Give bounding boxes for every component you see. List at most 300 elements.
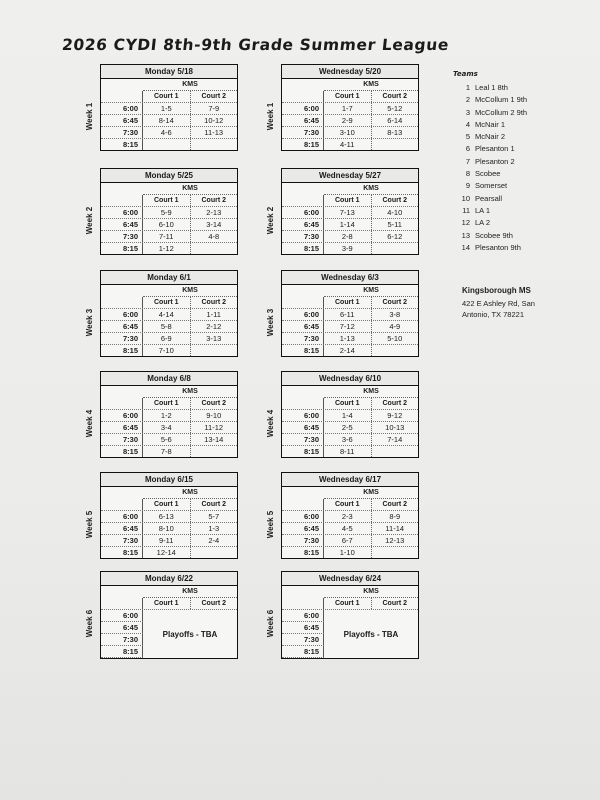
time-cell: 8:15 [282,243,324,254]
court-2-game: 7-9 [190,103,238,114]
schedule-body [101,103,237,150]
schedule-row [101,446,237,457]
time-cell: 8:15 [282,446,324,457]
schedule-body [101,410,237,457]
court-1-game: 7-8 [160,447,172,456]
week-label [84,494,96,554]
schedule-row [101,535,237,547]
court-2-game: 5-12 [371,103,419,114]
schedule-row [282,535,418,547]
court-header-row [282,398,418,410]
court-2-game: 4-9 [371,321,419,332]
team-item [453,230,583,242]
kms-label: KMS [143,586,237,598]
day-header: Monday 5/25 [101,169,237,183]
team-item [453,180,583,192]
time-cell: 6:00 [101,309,143,320]
time-spacer [101,499,143,510]
court-1-header: Court 1 [154,400,179,407]
schedule-row [101,207,237,219]
kms-label: KMS [143,487,237,499]
court-2-header: Court 2 [371,91,419,102]
schedule-row [101,333,237,345]
court-header-row [282,499,418,511]
time-cell: 6:00 [101,610,143,621]
court-1-game: 2-5 [341,423,353,432]
week-label [265,393,277,453]
court-1-game: 8-14 [158,116,174,125]
time-cell: 6:00 [101,103,143,114]
schedule-row [282,446,418,457]
schedule-table [281,571,419,659]
schedule-row [282,547,418,558]
court-2-game [371,345,419,356]
court-1-game: 5-9 [160,208,172,217]
time-cell: 6:45 [101,622,143,633]
time-cell: 6:45 [282,622,324,633]
court-1-game: 9-11 [159,536,174,545]
court-2-header: Court 2 [371,499,419,510]
court-2-game [190,139,238,150]
time-cell: 7:30 [101,231,143,242]
court-2-game: 9-10 [190,410,238,421]
time-cell: 6:00 [282,610,324,621]
schedule-row [282,127,418,139]
court-2-game: 5-10 [371,333,419,344]
week-label [84,593,96,653]
court-1-game: 1-12 [158,244,174,253]
team-number: 11 [462,205,470,215]
week-label-text: Week 6 [266,609,276,637]
court-2-header: Court 2 [371,195,419,206]
court-1-game: 12-14 [156,548,176,557]
schedule-body [101,610,237,658]
time-cell: 7:30 [101,127,143,138]
week-label-block [85,292,100,352]
time-cell: 6:45 [282,321,324,332]
team-item [453,82,583,94]
time-cell: 7:30 [282,333,324,344]
time-spacer [282,398,324,409]
court-1-header: Court 1 [335,400,360,407]
team-name: Plesanton 9th [475,242,521,252]
day-header: Wednesday 5/27 [282,169,418,183]
court-header-row [282,195,418,207]
day-header: Wednesday 6/3 [282,271,418,285]
week-label-text: Week 5 [85,510,95,538]
time-spacer [282,297,324,308]
week-label-block [266,292,281,352]
week-label-block [85,86,100,146]
time-spacer [282,195,324,206]
time-cell: 7:30 [101,333,143,344]
time-spacer [101,598,143,609]
time-cell: 6:45 [101,115,143,126]
schedule-table [100,270,238,357]
team-number: 9 [465,181,470,191]
week-label-text: Week 1 [266,102,276,130]
team-number: 12 [461,218,470,228]
schedule-row [101,127,237,139]
court-1-header: Court 1 [335,197,360,204]
schedule-row [101,422,237,434]
schedule-body [282,610,418,658]
court-2-game: 4-10 [371,207,419,218]
court-2-game: 11-13 [190,127,238,138]
week-label [265,593,277,653]
week-label-block [85,593,100,653]
time-spacer [101,195,143,206]
court-1-game: 6-9 [160,334,172,343]
team-name: Somerset [475,181,508,191]
team-number: 7 [465,156,470,166]
week-label-text: Week 3 [266,308,276,336]
team-item [453,205,583,217]
team-item [453,131,583,143]
court-2-header: Court 2 [371,598,419,609]
team-item [453,242,583,254]
court-2-game [190,547,238,558]
schedule-row [101,219,237,231]
court-2-header: Court 2 [190,598,238,609]
court-1-game: 8-11 [340,447,355,456]
week-label-text: Week 5 [266,510,276,538]
day-header: Monday 6/15 [101,473,237,487]
team-item [453,156,583,168]
week-label-block [266,494,281,554]
court-2-game: 6-14 [371,115,419,126]
court-2-header: Court 2 [371,297,419,308]
team-item [453,217,583,229]
time-cell: 6:00 [101,511,143,522]
schedule-body [282,103,418,150]
teams-heading: Teams [453,70,478,78]
day-header: Wednesday 6/10 [282,372,418,386]
court-1-game: 4-14 [158,310,174,319]
week-label [84,86,96,146]
schedule-row [282,321,418,333]
court-2-game: 8-9 [371,511,419,522]
team-number: 4 [465,119,470,129]
kms-label: KMS [324,183,418,195]
court-2-game [371,547,419,558]
time-cell: 6:45 [282,219,324,230]
court-2-game: 10-12 [190,115,238,126]
playoffs-label: Playoffs - TBA [324,610,418,658]
court-1-game: 1-10 [339,548,355,557]
schedule-table [281,371,419,458]
team-item [453,168,583,180]
teams-legend [453,70,583,254]
court-1-game: 6-10 [158,220,174,229]
court-2-game [190,345,238,356]
team-number: 10 [461,193,470,203]
court-header-row [101,398,237,410]
court-2-header: Court 2 [371,398,419,409]
court-2-game: 2-13 [190,207,238,218]
court-1-game: 6-11 [340,310,355,319]
court-2-game: 2-4 [190,535,238,546]
team-name: McNair 2 [475,132,506,142]
time-cell: 7:30 [282,231,324,242]
court-2-game [190,243,238,254]
schedule-row [282,309,418,321]
team-item [453,94,583,106]
court-1-game: 4-11 [340,140,355,149]
schedule-table [100,571,238,659]
time-cell: 8:15 [101,139,143,150]
team-name: McCollum 2 9th [475,107,528,117]
schedule-row [101,231,237,243]
schedule-body [282,309,418,356]
team-number: 8 [465,169,470,179]
week-label [84,292,96,352]
schedule-row [282,231,418,243]
court-1-header: Court 1 [154,197,179,204]
schedule-row [282,115,418,127]
schedule-row [282,410,418,422]
week-label-block [85,190,100,250]
court-1-header: Court 1 [154,600,179,607]
time-spacer [101,297,143,308]
schedule-table [281,472,419,559]
day-header: Monday 6/8 [101,372,237,386]
week-label-text: Week 4 [85,409,95,437]
court-1-game: 3-9 [341,244,353,253]
kms-label: KMS [143,183,237,195]
time-cell: 7:30 [282,535,324,546]
court-2-header: Court 2 [190,91,238,102]
court-2-header: Court 2 [190,398,238,409]
court-1-header: Court 1 [335,501,360,508]
week-label-text: Week 6 [85,609,95,637]
kms-label: KMS [143,285,237,297]
court-1-game: 8-10 [158,524,174,533]
court-header-row [282,598,418,610]
schedule-row [101,547,237,558]
day-header: Monday 6/1 [101,271,237,285]
court-2-header: Court 2 [190,195,238,206]
kms-label: KMS [324,79,418,91]
schedule-table [100,64,238,151]
court-1-game: 1-7 [341,104,353,113]
week-label-block [266,393,281,453]
team-item [453,119,583,131]
schedule-table [100,371,238,458]
court-1-game: 2-9 [341,116,353,125]
court-2-game: 2-12 [190,321,238,332]
schedule-row [101,523,237,535]
schedule-body [282,511,418,558]
week-label [84,393,96,453]
week-label-text: Week 2 [266,206,276,234]
time-cell: 6:00 [282,410,324,421]
team-name: Plesanton 2 [475,156,515,166]
court-1-game: 3-6 [341,435,353,444]
team-number: 5 [465,132,470,142]
schedule-body [101,207,237,254]
schedule-row [101,243,237,254]
day-header: Monday 6/22 [101,572,237,586]
time-cell: 6:00 [282,309,324,320]
time-cell: 6:00 [282,511,324,522]
time-cell: 8:15 [101,646,143,657]
time-cell: 8:15 [282,646,324,657]
schedule-row [282,219,418,231]
week-label [265,190,277,250]
court-1-game: 6-13 [158,512,174,521]
court-1-game: 7-11 [159,232,174,241]
time-cell: 7:30 [101,634,143,645]
schedule-table [281,270,419,357]
court-1-game: 5-6 [160,435,172,444]
court-1-header: Court 1 [154,93,179,100]
venue-address-line-2: Antonio, TX 78221 [462,310,524,319]
court-2-game: 4-8 [190,231,238,242]
court-1-header: Court 1 [154,299,179,306]
time-cell: 6:45 [101,321,143,332]
time-cell: 8:15 [101,243,143,254]
team-name: LA 2 [475,218,491,228]
time-cell: 8:15 [282,345,324,356]
schedule-row [282,511,418,523]
court-1-game: 4-6 [160,128,172,137]
time-cell: 6:45 [101,219,143,230]
court-2-game: 5-11 [371,219,419,230]
schedule-body [282,410,418,457]
court-1-header: Court 1 [335,93,360,100]
schedule-table [100,168,238,255]
week-label-block [85,393,100,453]
week-label-text: Week 4 [266,409,276,437]
time-cell: 6:45 [282,115,324,126]
court-header-row [101,91,237,103]
time-cell: 6:00 [101,410,143,421]
day-header: Wednesday 5/20 [282,65,418,79]
time-spacer [282,499,324,510]
week-label-block [85,494,100,554]
week-label-block [266,190,281,250]
kms-label: KMS [324,487,418,499]
court-1-game [143,139,190,150]
court-2-game: 10-13 [371,422,419,433]
time-cell: 7:30 [101,535,143,546]
team-number: 2 [465,95,470,105]
venue-info [462,285,587,320]
team-item [453,193,583,205]
kms-label: KMS [143,79,237,91]
court-header-row [282,297,418,309]
schedule-row [101,103,237,115]
schedule-row [282,243,418,254]
court-2-game: 1-11 [190,309,238,320]
court-1-header: Court 1 [335,299,360,306]
court-1-game: 3-4 [160,423,172,432]
court-2-game: 12-13 [371,535,419,546]
time-cell: 8:15 [101,547,143,558]
time-cell: 8:15 [101,345,143,356]
team-list [453,82,583,254]
schedule-body [282,207,418,254]
playoffs-label: Playoffs - TBA [143,610,237,658]
time-cell: 6:45 [282,523,324,534]
court-2-game: 11-12 [190,422,238,433]
court-2-header: Court 2 [190,499,238,510]
court-2-game: 3-8 [371,309,419,320]
time-cell: 8:15 [101,446,143,457]
schedule-row [101,410,237,422]
court-2-game: 7-14 [371,434,419,445]
court-2-game [190,446,238,457]
week-label [84,190,96,250]
team-number: 6 [465,144,470,154]
court-2-game: 6-12 [371,231,419,242]
court-2-header: Court 2 [190,297,238,308]
week-label [265,494,277,554]
court-2-game: 11-14 [371,523,419,534]
team-name: Scobee 9th [475,230,513,240]
team-item [453,143,583,155]
time-cell: 6:00 [282,103,324,114]
schedule-row [282,422,418,434]
schedule-row [101,321,237,333]
team-name: McCollum 1 9th [475,95,528,105]
court-1-game: 2-3 [341,512,353,521]
court-2-game: 9-12 [371,410,419,421]
schedule-row [101,434,237,446]
venue-address-line-1: 422 E Ashley Rd, San [462,299,535,308]
day-header: Monday 5/18 [101,65,237,79]
schedule-row [101,115,237,127]
time-spacer [282,598,324,609]
time-cell: 6:00 [101,207,143,218]
time-cell: 6:00 [282,207,324,218]
week-label-text: Week 2 [85,206,95,234]
time-cell: 7:30 [282,434,324,445]
schedule-body [101,511,237,558]
team-name: Plesanton 1 [475,144,515,154]
court-header-row [101,598,237,610]
court-2-game [371,243,419,254]
time-cell: 8:15 [282,139,324,150]
schedule-row [282,333,418,345]
day-header: Wednesday 6/17 [282,473,418,487]
court-1-game: 1-4 [341,411,353,420]
kms-label: KMS [324,285,418,297]
team-name: Leal 1 8th [475,83,508,92]
court-1-game: 3-10 [339,128,355,137]
time-spacer [101,91,143,102]
schedule-row [101,345,237,356]
court-2-game: 8-13 [371,127,419,138]
court-2-game: 3-14 [190,219,238,230]
court-1-game: 1-14 [339,220,355,229]
team-number: 13 [461,230,470,240]
court-1-game: 7-12 [339,322,355,331]
team-name: Pearsall [475,193,503,203]
court-header-row [101,297,237,309]
court-1-game: 2-8 [341,232,353,241]
court-header-row [101,195,237,207]
schedule-row [101,139,237,150]
time-spacer [282,91,324,102]
court-1-game: 7-13 [339,208,355,217]
time-cell: 7:30 [101,434,143,445]
court-1-game: 1-5 [160,104,172,113]
time-cell: 6:45 [101,422,143,433]
week-label [265,86,277,146]
court-2-game: 5-7 [190,511,238,522]
